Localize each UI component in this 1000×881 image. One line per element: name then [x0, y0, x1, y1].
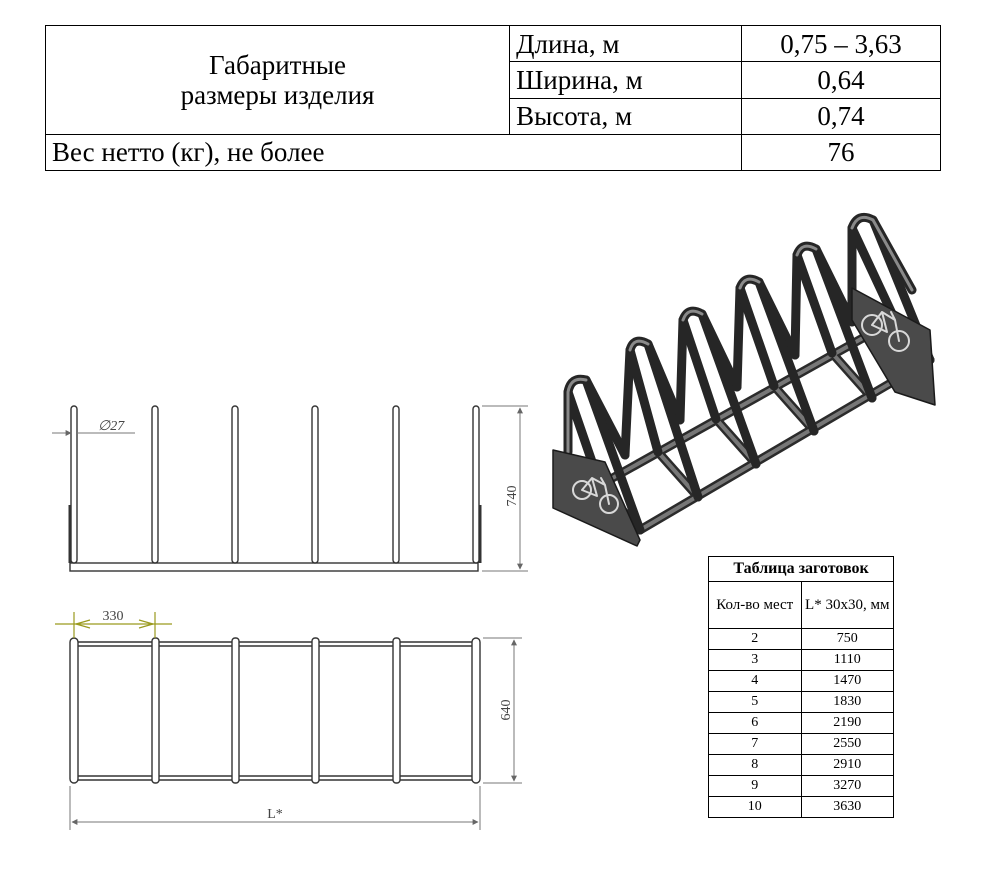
height-value: 0,74 [742, 98, 941, 134]
length-label: Длина, м [510, 26, 742, 62]
places-cell: 4 [709, 671, 802, 692]
table-row [709, 713, 894, 734]
front-view [70, 406, 480, 571]
width-value: 0,64 [742, 62, 941, 98]
col-places-header: Кол-во мест [709, 582, 802, 629]
table-row [709, 755, 894, 776]
table-row [709, 734, 894, 755]
blanks-table [708, 556, 894, 818]
dimensions-label: Габаритные размеры изделия [180, 49, 375, 110]
height-dim-label: 740 [505, 485, 520, 507]
table-row [709, 650, 894, 671]
table-row [709, 692, 894, 713]
top-view [70, 638, 480, 783]
width-dim-label: 640 [499, 699, 514, 721]
height-label: Высота, м [510, 98, 742, 134]
places-cell: 8 [709, 755, 802, 776]
places-cell: 5 [709, 692, 802, 713]
spacing-dim-label: 330 [102, 609, 124, 624]
length-cell: 1830 [801, 692, 894, 713]
length-dim-label: L* [267, 807, 283, 822]
places-cell: 2 [709, 629, 802, 650]
col-length-header: L* 30х30, мм [801, 582, 894, 629]
places-cell: 9 [709, 776, 802, 797]
weight-label: Вес нетто (кг), не более [46, 134, 742, 170]
width-label: Ширина, м [510, 62, 742, 98]
length-cell: 3630 [801, 797, 894, 818]
table-row [709, 797, 894, 818]
places-cell: 6 [709, 713, 802, 734]
blanks-table-title: Таблица заготовок [709, 557, 894, 582]
length-cell: 2910 [801, 755, 894, 776]
places-cell: 3 [709, 650, 802, 671]
diameter-label: ∅27 [98, 419, 125, 434]
places-cell: 10 [709, 797, 802, 818]
isometric-view [553, 217, 935, 546]
length-cell: 3270 [801, 776, 894, 797]
length-cell: 750 [801, 629, 894, 650]
table-row [709, 671, 894, 692]
places-cell: 7 [709, 734, 802, 755]
length-value: 0,75 – 3,63 [742, 26, 941, 62]
table-row [709, 629, 894, 650]
length-cell: 2550 [801, 734, 894, 755]
length-cell: 1110 [801, 650, 894, 671]
weight-value: 76 [742, 134, 941, 170]
length-cell: 2190 [801, 713, 894, 734]
table-row [709, 776, 894, 797]
length-cell: 1470 [801, 671, 894, 692]
